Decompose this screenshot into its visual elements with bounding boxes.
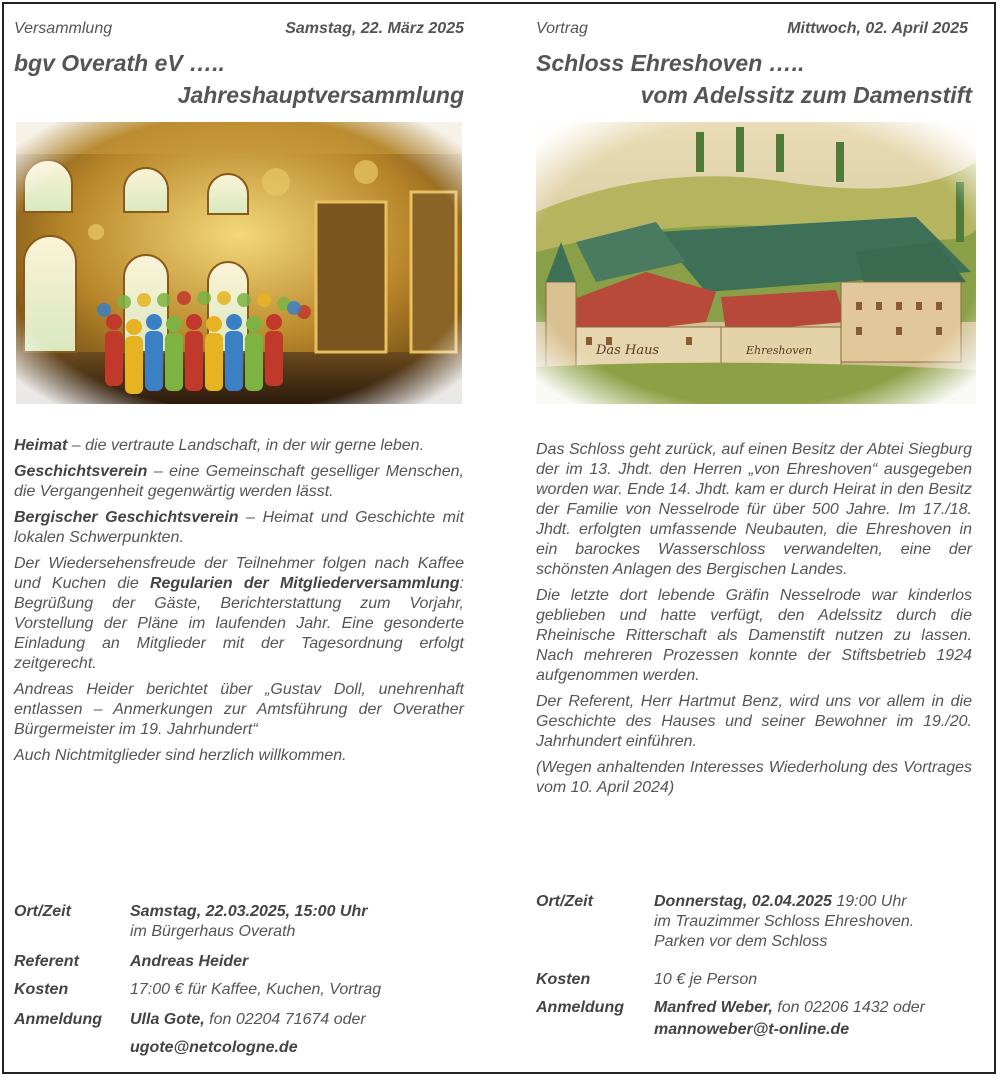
event-date: Mittwoch, 02. April 2025 <box>787 20 968 37</box>
event-type: Vortrag <box>536 20 588 37</box>
event-title-line2: vom Adelssitz zum Damenstift <box>640 82 972 108</box>
info-row-ort: Ort/Zeit Samstag, 22.03.2025, 15:00 Uhr im Bürgerhaus Overath <box>14 903 368 940</box>
baroque-hall-image <box>16 122 462 404</box>
paragraph-referent: Der Referent, Herr Hartmut Benz, wird uns vor allem in die Geschichte des Hauses und seiner Bewohner im 19./20. Jahrhundert einführen. <box>536 693 972 750</box>
info-row-anmeldung: Anmeldung Ulla Gote, fon 02204 71674 oder ugote@netcologne.de <box>14 1011 366 1056</box>
info-row-kosten: Kosten 10 € je Person <box>536 971 758 988</box>
paragraph-regularien: Der Wiedersehensfreude der Teilnehmer folgen nach Kaffee und Kuchen die Regularien der Mitgliederversammlung: Begrüßung der Gäste, Berichterstattung zum Vorjahr, Vorstellung der Pläne im laufenden Jahr. Eine gesonderte Einladung an Mitglieder mit der Tagesordnung erfolgt zeitgerecht. <box>14 555 464 672</box>
schloss-painting-image <box>536 122 976 404</box>
left-info-table <box>14 902 464 1060</box>
email-link[interactable]: mannoweber@t-online.de <box>654 1021 850 1038</box>
event-title-line1: Schloss Ehreshoven ….. <box>536 50 805 76</box>
event-title-line1: bgv Overath eV ….. <box>14 50 225 76</box>
info-row-ort: Ort/Zeit Donnerstag, 02.04.2025 19:00 Uhr im Trauzimmer Schloss Ehreshoven. Parken vor dem Schloss <box>536 893 915 950</box>
left-body-text <box>14 436 464 772</box>
email-link[interactable]: ugote@netcologne.de <box>130 1039 298 1056</box>
info-row-anmeldung: Anmeldung Manfred Weber, fon 02206 1432 oder mannoweber@t-online.de <box>536 999 925 1038</box>
info-row-kosten: Kosten 17:00 € für Kaffee, Kuchen, Vortrag <box>14 981 382 998</box>
paragraph-willkommen: Auch Nichtmitglieder sind herzlich willkommen. <box>14 747 347 764</box>
info-row-referent: Referent Andreas Heider <box>14 953 249 970</box>
event-type: Versammlung <box>14 20 113 37</box>
right-info-table <box>536 892 976 1048</box>
paragraph-geschichte: Das Schloss geht zurück, auf einen Besitz der Abtei Siegburg der im 13. Jhdt. den Herren „von Ehreshoven“ ausgegeben worden war. Ende 14. Jhdt. kam er durch Heirat in den Besitz der Familie von Nesselrode für über 500 Jahre. Im 17./18. Jhdt. erfolgten umfassende Neubauten, die Ehreshoven in ein barockes Wasserschloss verwandelten, eine der schönsten Anlagen des Bergischen Landes. <box>536 441 972 578</box>
paragraph-geschichtsverein: Geschichtsverein – eine Gemeinschaft geselliger Menschen, die Vergangenheit gegenwärtig werden lässt. <box>14 463 464 500</box>
right-body-text <box>536 440 972 804</box>
paragraph-vortrag: Andreas Heider berichtet über „Gustav Doll, unehrenhaft entlassen – Anmerkungen zur Amtsführung der Overather Bürgermeister im 19. Jahrhundert“ <box>14 681 464 738</box>
paragraph-bergischer: Bergischer Geschichtsverein – Heimat und Geschichte mit lokalen Schwerpunkten. <box>14 509 465 546</box>
event-date: Samstag, 22. März 2025 <box>285 20 464 37</box>
paragraph-wiederholung: (Wegen anhaltenden Interesses Wiederholung des Vortrages vom 10. April 2024) <box>536 759 972 796</box>
paragraph-damenstift: Die letzte dort lebende Gräfin Nesselrode war kinderlos geblieben und hatte verfügt, den Adelssitz durch die Rheinische Ritterschaft als Damenstift nutzen zu lassen. Nach mehreren Prozessen konnte der Stiftsbetrieb 1924 aufgenommen werden. <box>536 587 972 684</box>
paragraph-heimat: Heimat – die vertraute Landschaft, in der wir gerne leben. <box>14 437 425 454</box>
event-title-line2: Jahreshauptversammlung <box>177 82 464 108</box>
